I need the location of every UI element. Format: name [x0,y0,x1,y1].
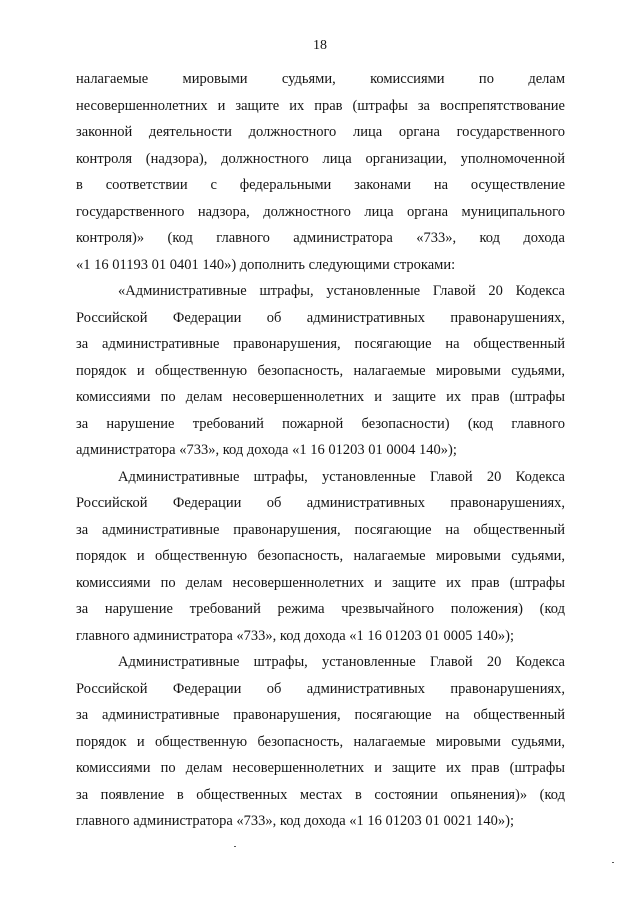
paragraph [76,649,565,835]
text-line: за административные правонарушения, посягающие на общественный [76,707,565,723]
text-line: комиссиями по делам несовершеннолетних и защите их прав (штрафы [76,760,565,776]
text-line: Административные штрафы, установленные Главой 20 Кодекса [118,468,565,485]
text-line: Административные штрафы, установленные Главой 20 Кодекса [118,654,565,670]
text-line: за появление в общественных местах в состоянии опьянения)» (код [76,786,565,803]
text-line: в соответствии с федеральными законами на осуществление [76,177,565,193]
text-line: налагаемые мировыми судьями, комиссиями по делам [76,71,565,87]
scan-speck [612,862,614,863]
text-line: администратора «733», код дохода «1 16 01203 01 0004 140»); [76,442,457,458]
text-line: Российской Федерации об административных правонарушениях, [76,309,565,326]
text-line: Российской Федерации об административных правонарушениях, [76,495,565,511]
paragraph [76,464,565,650]
text-line: главного администратора «733», код дохода «1 16 01203 01 0021 140»); [76,813,515,829]
paragraph [76,66,565,278]
text-line: Российской Федерации об административных правонарушениях, [76,680,565,697]
text-line: за административные правонарушения, посягающие на общественный [76,336,565,352]
text-line: за нарушение требований пожарной безопасности) (код главного [76,415,565,432]
paragraph [76,278,565,464]
text-line: за административные правонарушения, посягающие на общественный [76,521,565,538]
text-line: несовершеннолетних и защите их прав (штрафы за воспрепятствование [76,97,565,114]
text-line: порядок и общественную безопасность, налагаемые мировыми судьями, [76,733,565,750]
text-line: государственного надзора, должностного лица органа муниципального [76,203,565,220]
scan-speck [234,846,236,847]
text-line: за нарушение требований режима чрезвычайного положения) (код [76,601,565,617]
text-line: главного администратора «733», код дохода «1 16 01203 01 0005 140»); [76,627,515,644]
text-line: порядок и общественную безопасность, налагаемые мировыми судьями, [76,548,565,564]
text-line: комиссиями по делам несовершеннолетних и защите их прав (штрафы [76,574,565,591]
text-line: контроля (надзора), должностного лица организации, уполномоченной [76,150,565,167]
text-line: «1 16 01193 01 0401 140») дополнить следующими строками: [76,256,456,273]
text-line: «Административные штрафы, установленные Главой 20 Кодекса [118,283,565,299]
text-line: комиссиями по делам несовершеннолетних и защите их прав (штрафы [76,389,565,405]
document-body [76,66,565,835]
text-line: контроля)» (код главного администратора «733», код дохода [76,230,565,246]
text-line: законной деятельности должностного лица органа государственного [76,124,565,140]
text-line: порядок и общественную безопасность, налагаемые мировыми судьями, [76,362,565,379]
page-number: 18 [313,38,327,53]
